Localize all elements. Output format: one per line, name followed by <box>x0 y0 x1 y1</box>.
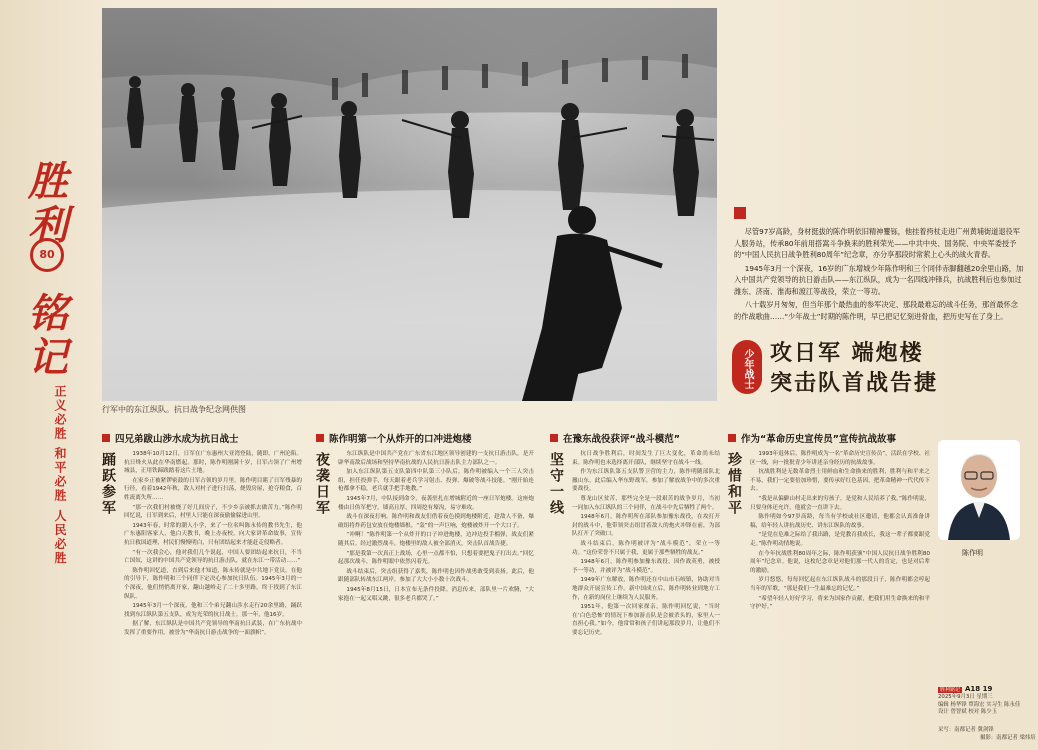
paragraph: 1945年8月15日，日本宣布无条件投降。消息传来，部队里一片欢腾，“大家抱在一起又唱又跳，很多老兵都哭了。” <box>338 586 534 602</box>
paragraph: 在家乡正被紧锣密鼓的日军占领的岁月里，陈作明目睹了日军残暴的行径，看着1942年秋，敌人对村子进行扫荡，烧毁房屋，抢夺粮食，百姓流离失所…… <box>124 477 302 501</box>
page-info <box>938 686 1028 717</box>
paragraph: 1949年广东解放，陈作明还在中山市石岐镇，协助对当地群众开展宣传工作。新中国成立后，陈作明转业到地方工作，在新的岗位上继续为人民服务。 <box>572 577 720 601</box>
paragraph: “希望年轻人好好学习，将来为国家作贡献，把我们用生命换来的和平守护好。” <box>750 595 930 611</box>
paragraph: 尊龙山区贫苦，那些完全是一段艰苦的战争岁月，当初一同加入东江纵队的三个同伴，在战斗中先后牺牲了两个。 <box>572 495 720 511</box>
paragraph: 1938年10月12日，日军在广东惠州大亚湾登陆，随即，广州沦陷。抗日烽火从此在华南燃起。那时，陈作明刚满十岁，日军占领了广州增城县，正用铁蹄践踏着这片土地。 <box>124 451 302 475</box>
section-4 <box>728 430 933 735</box>
photo-caption: 行军中的东江纵队。抗日战争纪念网供图 <box>102 405 246 414</box>
paragraph: “冲啊！”陈作明第一个从炸开的口子冲进炮楼，边冲边投手榴弹，战友们紧随其后。经过激烈战斗，炮楼里的敌人被全部消灭，突击队首战告捷。 <box>338 532 534 547</box>
section-2 <box>316 430 534 735</box>
headline-line-1: 攻日军 端炮楼 <box>770 340 924 366</box>
title-marker <box>316 434 324 442</box>
paragraph: 加入东江纵队第五支队第四中队第三小队后，陈作明被编入一个三人突击组，担任投弹手，每天跟着老兵学习射击、投弹、爆破等战斗技能。“刚开始连枪都拿不稳，老兵就手把手地教。” <box>338 469 534 493</box>
photographer-credit: 摄影：南都记者 梁炜培 <box>980 735 1036 741</box>
paragraph: 在今年抗战胜利80周年之际，陈作明获颁“中国人民抗日战争胜利80周年”纪念章。他说，这枚纪念章是对他们那一代人的肯定，也是对后辈的激励。 <box>750 550 930 574</box>
paragraph: “我是从偏僻山村走出来的穷孩子，是党和人民培养了我。”陈作明说，只要身体还允许，他就会一直讲下去。 <box>750 495 930 511</box>
section-1 <box>102 430 302 735</box>
intro-paragraph: 八十载岁月匆匆，但当年那个最热血的参军决定、那段最难忘的战斗任务，那首最怀念的作战歌曲……“少年战士”时期的陈作明，早已把记忆刻进骨血，把历史写在了身上。 <box>734 300 1018 321</box>
page-number: A18 19 <box>965 685 993 693</box>
intro-marker <box>734 207 746 219</box>
section-title: 陈作明第一个从炸开的口冲进炮楼 <box>329 434 472 445</box>
section-title: 四兄弟跋山涉水成为抗日战士 <box>115 434 239 445</box>
paragraph: 1948年6月，陈作明参加豫东战役，因作战英勇，被授予一等功，并被评为“战斗模范”。 <box>572 559 720 574</box>
paragraph: 抗战胜利是无数革命烈士用鲜血和生命换来的胜利，胜利与和平来之不易，我们一定要倍加珍惜，要传承好红色基因，把革命精神一代代传下去。 <box>750 469 930 493</box>
section-title: 作为“革命历史宣传员”宣传抗战故事 <box>741 434 896 445</box>
paragraph: 1993年退休后，陈作明成为一名“革命历史宣传员”，活跃在学校、社区一线，向一批批青少年讲述亲身经历的抗战故事。 <box>750 451 930 466</box>
writer-credit: 采写：南都记者 冀剑锋 <box>938 727 994 733</box>
section-tag: 少年战士 <box>732 340 762 394</box>
paragraph: 战斗结束后，突击组获得了嘉奖，陈作明也因作战勇敢受到表扬。此后，他跟随部队转战东江两岸，参加了大大小小数十次战斗。 <box>338 568 534 584</box>
paragraph: 东江纵队是中国共产党在广东省东江地区领导创建的一支抗日游击队，是开辟华南敌后战场和坚持华南抗战的人民抗日游击队主力部队之一。 <box>338 451 534 466</box>
section-body <box>750 450 930 613</box>
title-marker <box>728 434 736 442</box>
paragraph: 1948年6月，陈作明所在部队参加豫东战役，在攻打开封的战斗中，他带领突击组冒着敌人的炮火冲锋在前，为部队打开了突破口。 <box>572 514 720 538</box>
section-body <box>572 450 720 638</box>
section-side-title: 夜袭日军 <box>314 452 330 516</box>
paragraph: 战斗在深夜打响。陈作明和战友们借着夜色摸到炮楼附近，趁敌人不备，爆破组将炸药包安放在炮楼墙根。“轰”的一声巨响，炮楼被炸开一个大口子。 <box>338 514 534 529</box>
paragraph: 陈作明如今97岁高龄，每当有学校或社区邀请，他都会认真准备讲稿，给年轻人讲抗战历史、讲东江纵队的故事。 <box>750 514 930 529</box>
paragraph: 1943年春，时常的潮人小学，来了一位名叫陈永传的教书先生，他广东惠阳客家人，他白天教书，晚上办夜校，向大家讲革命故事，宣传抗日救国道理，村民们慢慢明白，只有团结起来才能赶走侵略者。 <box>124 522 302 546</box>
section-side-title: 踊跃参军 <box>100 452 116 516</box>
paragraph: 1945年7月，中队接到命令，夜袭驻扎在增城附近的一座日军炮楼。这座炮楼由日伪军把守，墙高且厚，四周挖有壕沟，易守难攻。 <box>338 495 534 511</box>
elderly-man-portrait <box>938 440 1020 540</box>
paragraph: 抗日战争胜利后，时间发生了巨大变化，革命尚未结束。陈作明也未选择离开部队，继续坚守在战斗一线。 <box>572 451 720 466</box>
intro-paragraph: 尽管97岁高龄，身材挺拔的陈作明依旧精神矍铄，他挂着挎杖走进广州黄埔街道退役军人服务站，传承80年前用搭嵩斗争换来的胜利荣光——中共中央、国务院、中央军委授予的“中国人民抗日战争胜利80周年”纪念章，亦分享那段时常萦上心头的战火青春。 <box>734 227 1020 259</box>
title-marker <box>102 434 110 442</box>
paragraph: 陈作明回忆道，直到后来他才知道，陈永传就是中共地下党员。在他的引导下，陈作明和三个同伴下定决心参加抗日队伍。1945年3月的一个深夜，他们悄悄离开家，翻山越岭走了二十多里路，终于找到了东江纵队。 <box>124 567 302 600</box>
section-side-title: 坚守一线 <box>548 452 564 516</box>
main-photo <box>102 8 717 401</box>
brand-char-3: 铭 <box>28 290 68 337</box>
section-side-title: 珍惜和平 <box>726 452 742 516</box>
paragraph: “有一次我会心，他对我们几个说起，中国人要团结起来抗日，不当亡国奴，这讲的中国共产党领导的抗日游击队，就在东江一带活动……” <box>124 549 302 565</box>
paragraph: “那是我第一次真正上战场，心里一点都不怕，只想着要把鬼子打出去。”回忆起那次战斗，陈作明眼中依然闪着光。 <box>338 550 534 566</box>
portrait-photo <box>938 440 1020 540</box>
design-credit: 设计 曾智斌 校对 陈少玉 <box>938 709 998 716</box>
motto: 正义必胜 和平必胜 人民必胜 <box>53 385 67 566</box>
column-tag: 胜利铭记 <box>940 687 961 693</box>
headline-line-2: 突击队首战告捷 <box>770 370 939 396</box>
paragraph: “那一次我们村被烧了好几间房子，不少乡亲被抓去做苦力。”陈作明回忆说，日军到来后，村里人只能在深夜偷偷躲进山里。 <box>124 504 302 520</box>
section-3 <box>550 430 720 735</box>
editors: 编辑 杨华锋 覃海宏 实习生 陈永佳 <box>938 701 1021 708</box>
paragraph: 据了解，东江纵队是中国共产党领导的华南抗日武装，在广东抗战中发挥了重要作用，被誉为“华南抗日游击战争的一面旗帜”。 <box>124 621 302 636</box>
section-body <box>124 450 302 638</box>
paragraph: 1945年3月一个深夜，他和三个弟兄翻山涉水走行20余里路，踊跃找到东江纵队第五支队，成为光荣的抗日战士。那一年，他16岁。 <box>124 603 302 618</box>
paragraph: 作为东江纵队第五支队警卫营的主力，陈作明随部队北撤山东，此后编入华东野战军，参加了解放战争中的多次重要战役。 <box>572 469 720 493</box>
section-body <box>338 450 534 604</box>
section-title: 在豫东战役获评“战斗模范” <box>563 434 680 445</box>
anniversary-seal: 80 <box>30 238 64 272</box>
headline <box>770 338 1030 398</box>
intro-paragraph: 1945年3月一个深夜，16岁的广东增城少年陈作明和三个同伴赤脚翻越20余里山路，加入中国共产党领导的抗日游击队——东江纵队，成为一名四线冲锋兵，抗战胜利后也参加过潍东、济南、淮海和渡江等战役，荣立一等功。 <box>734 263 1024 296</box>
paragraph: 战斗结束后，陈作明被评为“战斗模范”，荣立一等功。“这份荣誉不只属于我，更属于那些牺牲的战友。” <box>572 540 720 556</box>
reporter-credit <box>938 727 994 734</box>
paragraph: “是党在危难之际给了我出路，是党教育我成长，我这一辈子都要跟党走。”陈作明动情地说。 <box>750 532 930 547</box>
paragraph: 1951年，他第一次回家探亲，陈作明回忆说，“当时在‘白色恐怖’的情况下参加游击队是会被杀头的，家里人一直担心我。”如今，他常常和孩子们讲起那段岁月，让他们不要忘记历史。 <box>572 604 720 636</box>
issue-date: 2025年9月3日 星期三 <box>938 694 993 701</box>
portrait-caption: 陈作明 <box>962 549 983 557</box>
paragraph: 岁月悠悠，每每回忆起在东江纵队战斗的那段日子，陈作明都会哼起当年的军歌，“那是我们一生最难忘的记忆。” <box>750 577 930 592</box>
soldiers-marching-illustration <box>102 8 717 401</box>
brand-char-4: 记 <box>28 334 68 381</box>
title-marker <box>550 434 558 442</box>
brand-char-1: 胜 <box>28 158 68 205</box>
brand-char-2: 利 <box>28 202 68 249</box>
intro-text <box>734 226 1024 324</box>
